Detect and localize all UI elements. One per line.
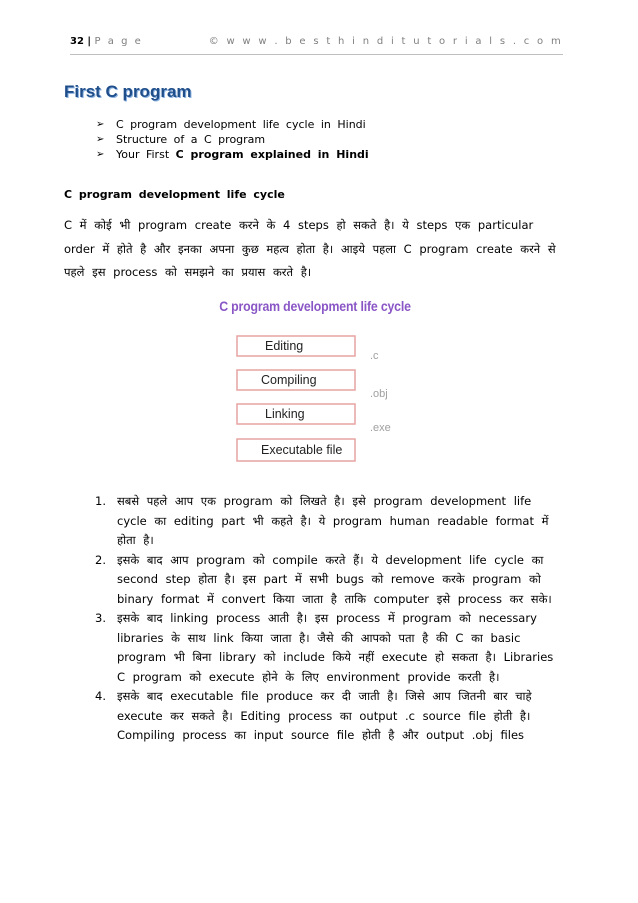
ext-c: .c — [370, 350, 379, 362]
label-executable: Executable file — [261, 443, 343, 457]
toc-item-text: C program development life cycle in Hindi — [116, 118, 366, 131]
toc-item-bold: C program explained in Hindi — [175, 148, 369, 161]
step-text: सबसे पहले आप एक program को लिखते है। इसे program development life cycle का editing part भी कहते है। ये program human readable format में होता है। — [117, 494, 549, 547]
lifecycle-diagram — [195, 298, 435, 468]
label-compiling: Compiling — [261, 373, 317, 387]
step-number: 2. — [95, 552, 106, 567]
header-separator: | — [87, 36, 92, 47]
toc-item-text: Your First — [116, 148, 176, 161]
toc-item — [96, 117, 369, 132]
step-text: इसके बाद linking process आती है। इस process में program को necessary libraries के साथ link किया जाता है। जैसे की आपको पता है की C का basic program भी बिना library को include किये नहीं execute हो सकता है। Libraries C program को execute होने के लिए environment provide करती है। — [117, 611, 554, 684]
step-item — [90, 551, 562, 610]
label-linking: Linking — [265, 407, 305, 421]
step-number: 3. — [95, 611, 106, 625]
toc-item-text: Structure of a C program — [116, 133, 266, 146]
page-title: First C program — [64, 82, 192, 101]
intro-paragraph: C में कोई भी program create करने के 4 steps हो सकते है। ये steps एक particular order में होते है और इनका अपना कुछ महत्व होता है। आइये पहला C program create करने से पहले इस process को समझने का प्रयास करते है। — [64, 218, 556, 279]
ext-obj: .obj — [370, 388, 388, 400]
step-number: 4. — [95, 689, 106, 703]
step-item — [90, 609, 562, 687]
toc-list — [96, 117, 369, 162]
toc-item — [96, 132, 369, 147]
ext-exe: .exe — [370, 422, 391, 434]
step-item — [90, 687, 562, 746]
step-number: 1. — [95, 494, 106, 508]
label-editing: Editing — [265, 339, 304, 353]
toc-item — [96, 147, 369, 162]
page-word: P a g e — [94, 36, 143, 47]
site-credit: © w w w . b e s t h i n d i t u t o r i a l s . c o m — [208, 36, 563, 47]
page-number: 32 — [70, 36, 84, 47]
section-heading: C program development life cycle — [64, 188, 285, 201]
step-text: इसके बाद आप program को compile करते हैं। ये development life cycle का second step होता है। इस part में सभी bugs को remove करके program को binary format में convert किया जाता है ताकि computer इसे process कर सके। — [117, 552, 552, 606]
page-header — [70, 36, 563, 55]
step-text: इसके बाद executable file produce कर दी जाती है। जिसे आप जितनी बार चाहे execute कर सकते है। Editing process का output .c source file होती है। Compiling process का input source file होती है और output .obj files — [117, 689, 532, 742]
page-number-block — [70, 36, 143, 47]
diagram-title: C program development life cycle — [219, 298, 411, 314]
step-item — [90, 492, 562, 551]
steps-list — [90, 492, 562, 746]
